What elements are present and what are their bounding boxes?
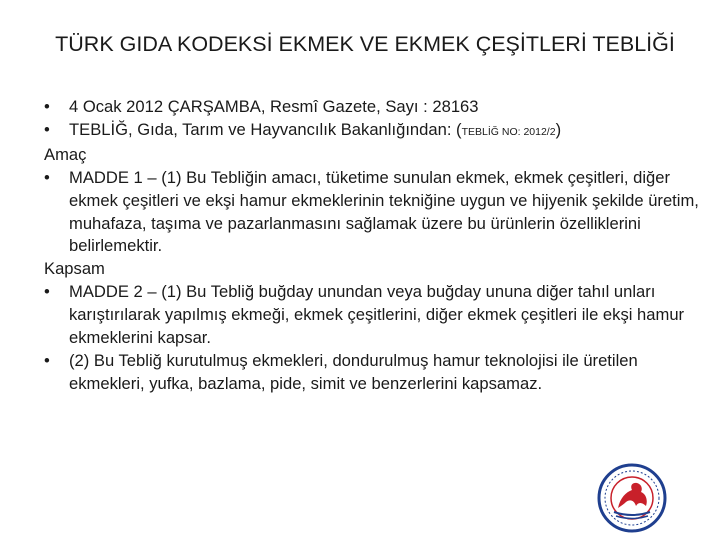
madde-2-text: MADDE 2 – (1) Bu Tebliğ buğday unundan veya buğday ununa diğer tahıl unları karıştırılarak yapılmış ekmeği, ekmek çeşitlerini, diğer ekmek çeşitleri ile ekşi hamur ekmeklerini kapsar. <box>69 282 685 348</box>
slide-title: TÜRK GIDA KODEKSİ EKMEK VE EKMEK ÇEŞİTLERİ TEBLİĞİ <box>55 32 675 56</box>
madde-1-text: MADDE 1 – (1) Bu Tebliğin amacı, tüketime sunulan ekmek, ekmek çeşitleri, diğer ekmek çeşitleri ve ekşi hamur ekmeklerinin tekniğine uygun ve hijyenik şekilde üretim, muhafaza, taşıma ve pazarlanmasını sağlamak üzere bu ürünlerin özelliklerini belirlemektir. <box>69 167 699 256</box>
madde-2-2-text: (2) Bu Tebliğ kurutulmuş ekmekleri, dondurulmuş hamur teknolojisi ile üretilen ekmekleri, yufka, bazlama, pide, simit ve benzerlerini kapsamaz. <box>69 350 638 393</box>
bullet-ministry <box>44 119 704 144</box>
ministry-text: TEBLİĞ, Gıda, Tarım ve Hayvancılık Bakanlığından: ( <box>69 119 462 139</box>
university-seal-icon <box>596 462 668 534</box>
heading-kapsam: Kapsam <box>44 259 105 279</box>
bullet-gazette <box>44 96 704 119</box>
heading-amac: Amaç <box>44 144 87 164</box>
slide-body <box>44 96 704 396</box>
bullet-madde-2 <box>44 281 704 350</box>
gazette-text: 4 Ocak 2012 ÇARŞAMBA, Resmî Gazete, Sayı : 28163 <box>69 97 479 116</box>
bullet-madde-2-2 <box>44 350 704 396</box>
teblig-number: TEBLİĞ NO: 2012/2 <box>461 125 556 138</box>
bullet-madde-1 <box>44 167 704 259</box>
ministry-close-paren: ) <box>555 119 562 139</box>
